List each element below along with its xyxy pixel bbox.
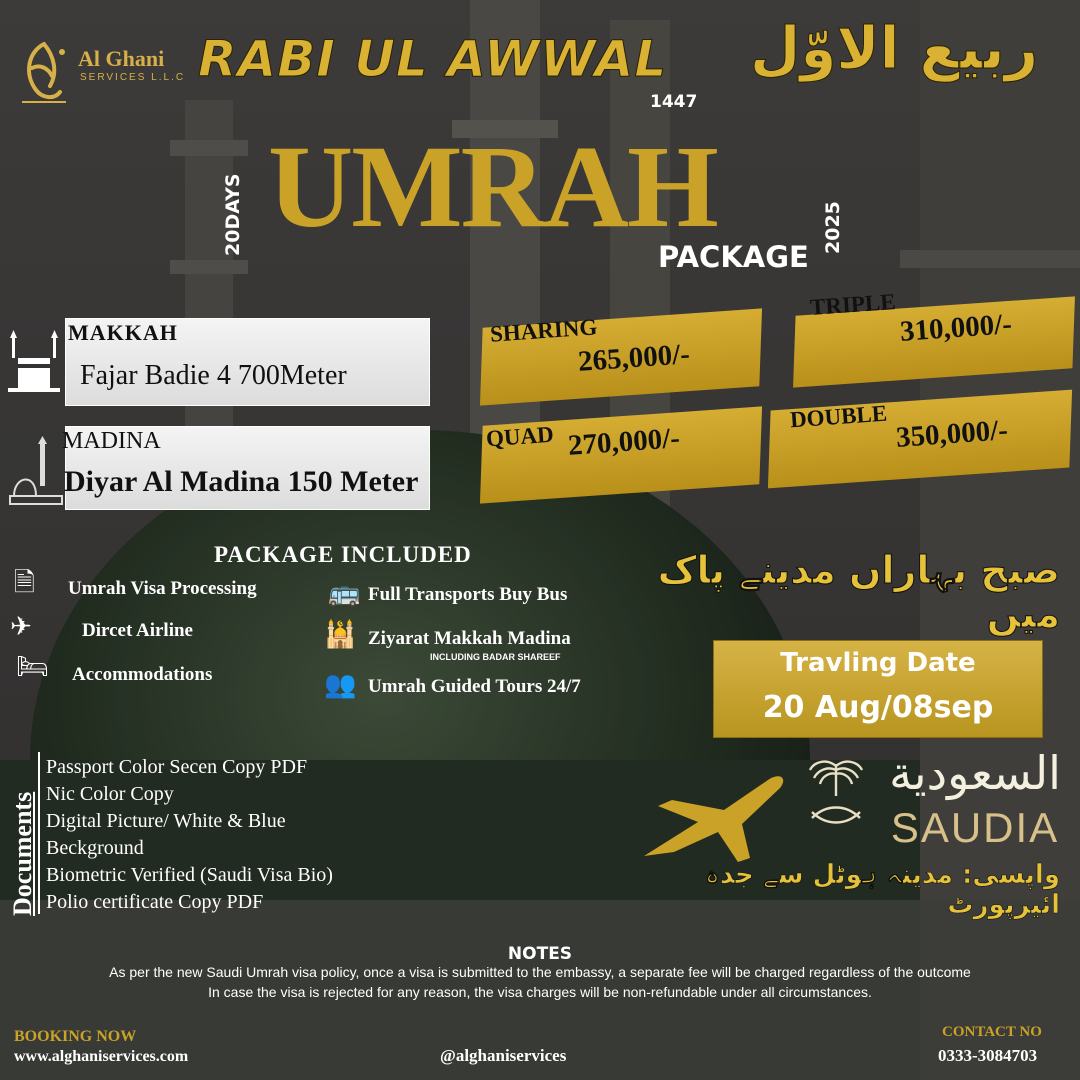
sharing-label: SHARING bbox=[489, 314, 599, 347]
bed-icon: 🛏 bbox=[16, 652, 50, 682]
brand-name: Al Ghani bbox=[78, 46, 165, 71]
main-title: UMRAH bbox=[268, 121, 717, 252]
social-handle[interactable]: @alghaniservices bbox=[440, 1046, 567, 1065]
year-label bbox=[818, 148, 854, 258]
notes-line: As per the new Saudi Umrah visa policy, once a visa is submitted to the embassy, a separate fee will be charged regardless of the outcome bbox=[109, 964, 971, 980]
included-item: Ziyarat Makkah Madina bbox=[368, 628, 571, 649]
makkah-hotel-name: Fajar Badie 4 700Meter bbox=[80, 360, 347, 391]
calligraphy-logo-icon bbox=[14, 38, 74, 110]
bus-icon: 🚌 bbox=[328, 578, 361, 608]
year-text: 2025 bbox=[822, 201, 844, 254]
duration-label bbox=[218, 150, 254, 260]
plane-icon bbox=[638, 766, 788, 862]
return-info-urdu: واپسی: مدینہ ہوٹل سے جدہ ائیرپورٹ bbox=[704, 860, 1060, 920]
quad-price: 270,000/- bbox=[566, 422, 681, 462]
document-item: Digital Picture/ White & Blue bbox=[46, 810, 286, 832]
month-title-urdu: ربیع الاوّل bbox=[750, 14, 1039, 82]
hijri-year: 1447 bbox=[650, 92, 698, 112]
included-item: Umrah Visa Processing bbox=[68, 578, 257, 599]
contact-label: CONTACT NO bbox=[942, 1024, 1042, 1040]
madina-hotel-name: Diyar Al Madina 150 Meter bbox=[64, 465, 419, 498]
travel-date-label: Travling Date bbox=[780, 648, 976, 678]
month-title: RABI UL AWWAL bbox=[198, 30, 668, 88]
sharing-price: 265,000/- bbox=[576, 338, 691, 378]
included-item-note: INCLUDING BADAR SHAREEF bbox=[430, 652, 561, 662]
urdu-slogan: صبح بہاراں مدینے پاک میں bbox=[657, 548, 1060, 636]
visa-document-icon: 🗎 bbox=[14, 568, 35, 598]
document-item: Polio certificate Copy PDF bbox=[46, 891, 264, 913]
triple-price: 310,000/- bbox=[898, 308, 1013, 348]
madina-label: MADINA bbox=[62, 428, 161, 454]
quad-label: QUAD bbox=[485, 421, 555, 452]
included-item: Accommodations bbox=[72, 664, 213, 685]
makkah-label: MAKKAH bbox=[68, 320, 178, 345]
documents-list bbox=[46, 754, 333, 916]
palm-swords-emblem-icon bbox=[806, 756, 866, 838]
document-item: Passport Color Secen Copy PDF bbox=[46, 756, 308, 778]
double-label: DOUBLE bbox=[789, 400, 888, 433]
document-item: Beckground bbox=[46, 837, 144, 859]
brand-subtitle: SERVICES L.L.C bbox=[80, 72, 186, 83]
documents-divider bbox=[38, 752, 40, 914]
mosque-icon bbox=[6, 436, 64, 508]
duration-text: 20DAYS bbox=[222, 173, 244, 256]
document-item: Biometric Verified (Saudi Visa Bio) bbox=[46, 864, 333, 886]
travel-dates: 20 Aug/08sep bbox=[762, 690, 994, 725]
airline-icon: ✈ bbox=[10, 612, 32, 642]
included-item: Dircet Airline bbox=[82, 620, 193, 641]
website-link[interactable]: www.alghaniservices.com bbox=[14, 1048, 189, 1065]
booking-label: BOOKING NOW bbox=[14, 1028, 137, 1045]
kaaba-icon bbox=[8, 330, 60, 392]
notes-line: In case the visa is rejected for any reason, the visa charges will be non-refundable under all circumstances. bbox=[208, 984, 872, 1000]
included-title: PACKAGE INCLUDED bbox=[214, 542, 472, 567]
document-item: Nic Color Copy bbox=[46, 783, 174, 805]
group-icon: 👥 bbox=[324, 670, 357, 700]
documents-title: Documents bbox=[8, 791, 37, 916]
mosque-icon: 🕌 bbox=[324, 620, 357, 650]
notes-title: NOTES bbox=[507, 944, 573, 964]
contact-phone[interactable]: 0333-3084703 bbox=[938, 1046, 1038, 1065]
triple-label: TRIPLE bbox=[809, 289, 897, 320]
package-subtitle: PACKAGE bbox=[658, 240, 809, 274]
saudia-name: SAUDIA bbox=[890, 804, 1060, 851]
included-item: Full Transports Buy Bus bbox=[368, 584, 568, 605]
saudia-arabic-name: السعودية bbox=[889, 746, 1061, 800]
documents-heading bbox=[6, 760, 40, 920]
included-item: Umrah Guided Tours 24/7 bbox=[368, 676, 581, 697]
double-price: 350,000/- bbox=[894, 414, 1009, 454]
